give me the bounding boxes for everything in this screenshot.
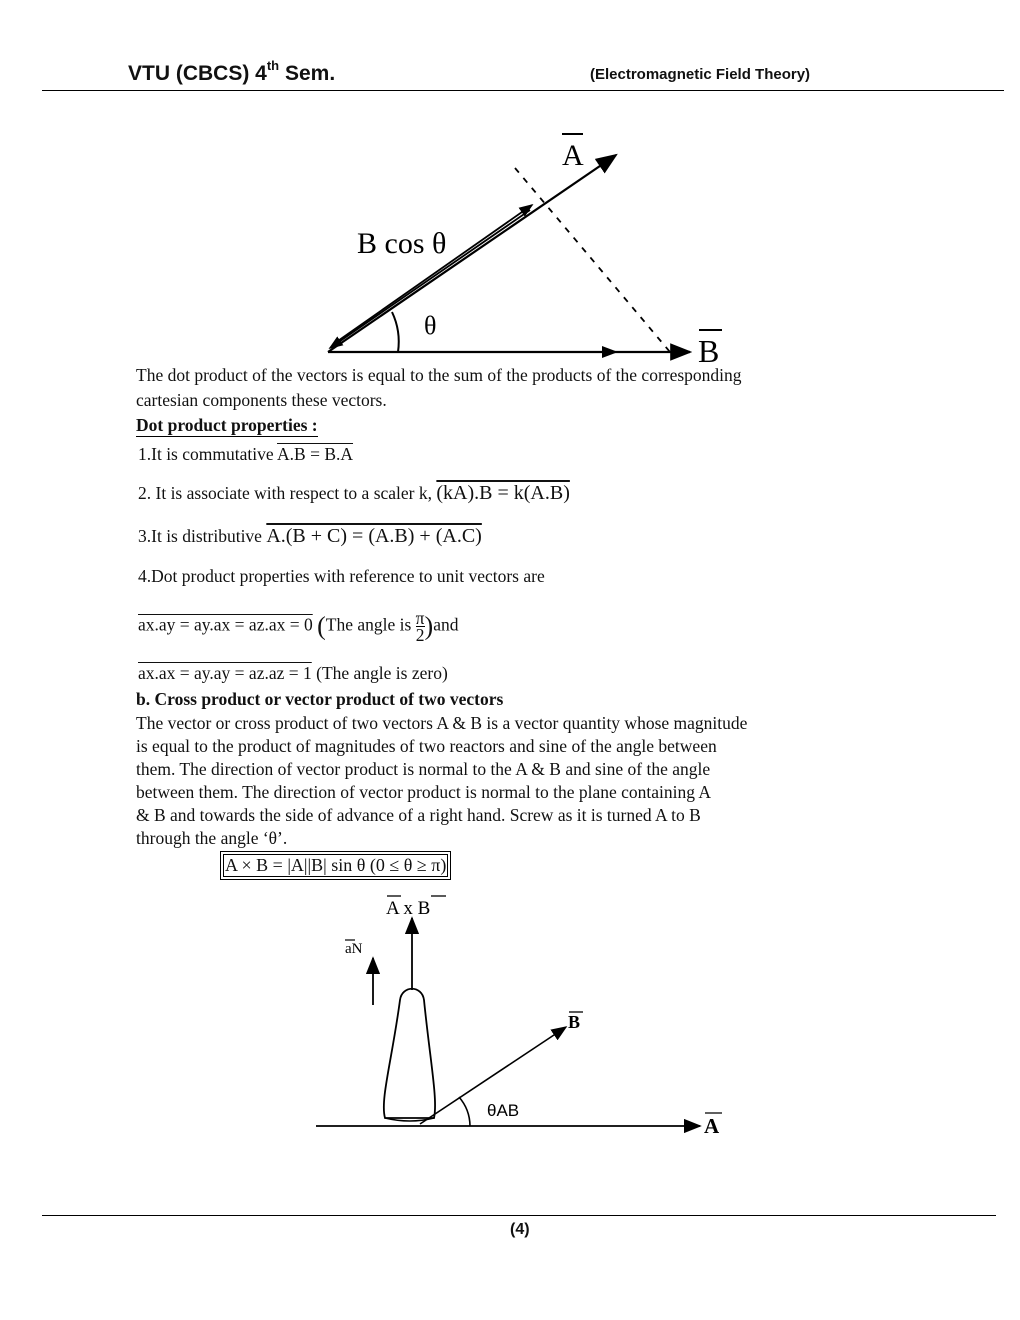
label-theta-ab: θAB bbox=[487, 1101, 520, 1120]
header-title: VTU (CBCS) 4th Sem. bbox=[128, 58, 336, 85]
cross-product-formula: A × B = |A||B| sin θ (0 ≤ θ ≥ π) bbox=[220, 851, 451, 880]
label-b2: B bbox=[568, 1012, 581, 1032]
cross-text-line-1: The vector or cross product of two vectors A & B is a vector quantity whose magnitude bbox=[136, 713, 748, 733]
unit-vector-parallel: ax.ax = ay.ay = az.az = 1 (The angle is zero) bbox=[138, 663, 448, 683]
heading-cross-product: b. Cross product or vector product of two vectors bbox=[136, 689, 504, 709]
cross-text-line-6: through the angle ‘θ’. bbox=[136, 828, 288, 848]
cross-text-line-5: & B and towards the side of advance of a right hand. Screw as it is turned A to B bbox=[136, 805, 701, 825]
cross-text-line-2: is equal to the product of magnitudes of two reactors and sine of the angle between bbox=[136, 736, 717, 756]
label-a: A bbox=[562, 139, 584, 172]
label-bcos: B cos θ bbox=[357, 227, 447, 260]
intro-line-1: The dot product of the vectors is equal to the sum of the products of the corresponding bbox=[136, 365, 742, 385]
cross-text-line-4: between them. The direction of vector product is normal to the plane containing A bbox=[136, 782, 712, 802]
thumb-shape bbox=[384, 989, 435, 1118]
property-3: 3.It is distributive A.(B + C) = (A.B) + (A.C) bbox=[138, 525, 482, 547]
label-a2: A bbox=[704, 1114, 720, 1138]
label-theta: θ bbox=[424, 311, 437, 340]
label-b: B bbox=[698, 333, 720, 369]
intro-line-2: cartesian components these vectors. bbox=[136, 390, 387, 410]
label-an: aN bbox=[345, 941, 363, 957]
header-subject: (Electromagnetic Field Theory) bbox=[590, 66, 811, 83]
cross-text-line-3: them. The direction of vector product is normal to the A & B and sine of the angle bbox=[136, 759, 711, 779]
property-4: 4.Dot product properties with reference to unit vectors are bbox=[138, 566, 545, 586]
label-axb: A x B bbox=[386, 898, 431, 919]
angle-arc-ab bbox=[459, 1097, 470, 1126]
property-1: 1.It is commutative A.B = B.A bbox=[138, 444, 354, 464]
heading-dot-properties: Dot product properties : bbox=[136, 415, 318, 435]
footer-divider bbox=[42, 1215, 996, 1216]
page-number: (4) bbox=[510, 1221, 530, 1238]
unit-vector-orthogonal: ax.ay = ay.ax = az.ax = 0 (The angle is $\frac{\pi}{2}$ )and bbox=[138, 608, 459, 645]
property-2: 2. It is associate with respect to a scaler k, (kA).B = k(A.B) bbox=[138, 482, 570, 504]
